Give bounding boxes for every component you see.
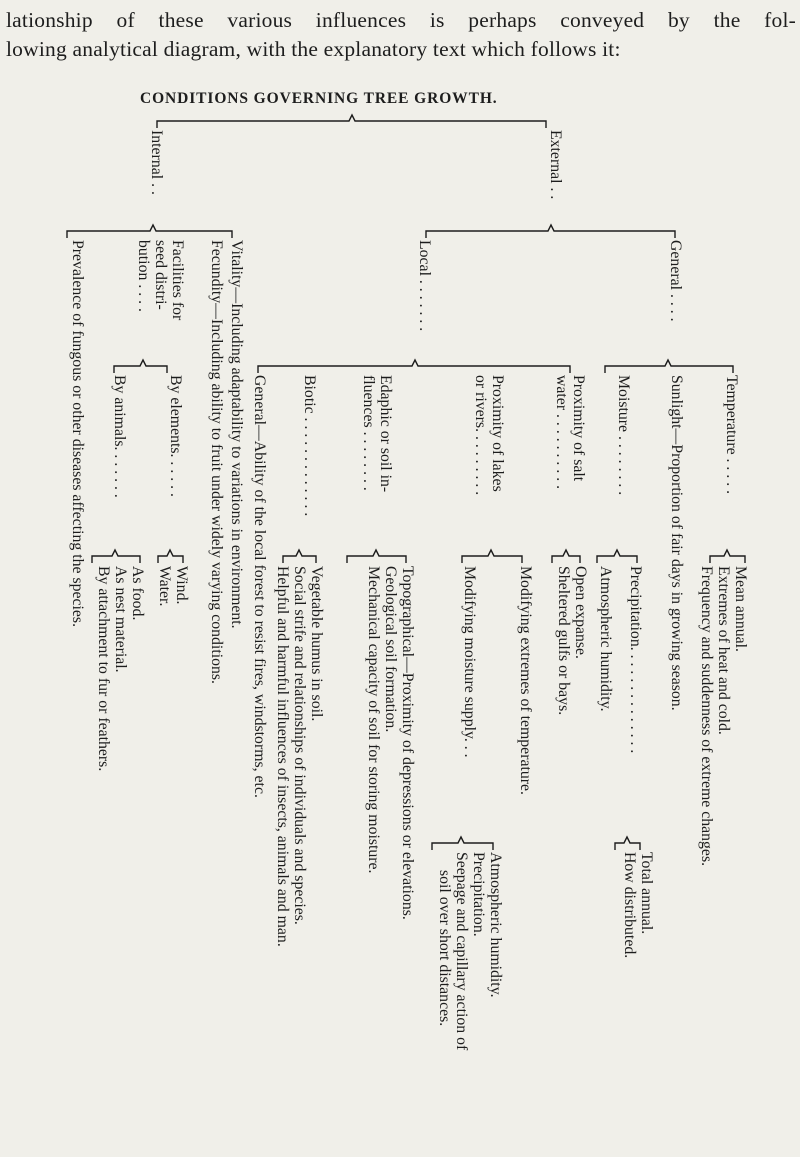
label-moisture: Moisture . . . . . . . . — [615, 375, 632, 496]
animals-items — [95, 566, 146, 771]
elements-item: Wind. — [173, 566, 190, 605]
label-seed-distribution — [135, 240, 186, 320]
edaphic-item: Topographical—Proximity of depressions or elevations. — [399, 566, 416, 920]
biotic-item: Social strife and relationships of individuals and species. — [291, 566, 308, 925]
label-external: External . . — [547, 130, 564, 200]
temperature-item: Extremes of heat and cold. — [715, 566, 732, 735]
animals-item: As nest material. — [112, 566, 129, 673]
prevalence-text: Prevalence of fungous or other diseases affecting the species. — [69, 240, 86, 628]
bracket-animals — [92, 550, 140, 563]
label-by-elements: By elements. . . . . . — [167, 375, 184, 497]
biotic-item: Helpful and harmful influences of insects, animals and man. — [274, 566, 291, 947]
label-precipitation: Precipitation. . . . . . . . . . . . . . — [627, 566, 644, 754]
intro-line-1: lationship of these various influences is perhaps conveyed by the fol- — [6, 8, 796, 32]
animals-item: By attachment to fur or feathers. — [95, 566, 112, 772]
label-biotic: Biotic . . . . . . . . . . . . . — [301, 375, 318, 517]
bracket-moisture — [597, 550, 637, 563]
vitality-text: Vitality—Including adaptability to variations in environment. — [228, 240, 245, 629]
label-salt-water — [553, 375, 587, 489]
salt-item: Sheltered gulfs or bays. — [555, 566, 572, 716]
label-lakes — [472, 375, 506, 495]
diagram-title: CONDITIONS GOVERNING TREE GROWTH. — [140, 90, 498, 107]
bracket-seed — [114, 360, 167, 373]
label-edaphic — [360, 375, 394, 492]
biotic-items — [274, 566, 325, 947]
seed-label-1: Facilities for — [169, 240, 186, 321]
lakes-label-2: or rivers. . . . . . . . . — [472, 375, 489, 496]
elements-item: Water. — [156, 566, 173, 607]
edaphic-label-2: fluences . . . . . . . . — [360, 375, 377, 491]
bracket-salt — [552, 550, 580, 563]
moisture-supply-item: Atmospheric humidity. — [487, 852, 504, 998]
moisture-supply-items — [436, 852, 504, 1050]
bracket-elements — [158, 550, 183, 563]
intro-line-2: lowing analytical diagram, with the explanatory text which follows it: — [6, 37, 621, 61]
label-moisture-supply: Modifying moisture supply. . . — [461, 566, 478, 758]
atmospheric-humidity-text: Atmospheric humidity. — [597, 566, 614, 712]
label-general: General . . . . — [667, 240, 684, 322]
bracket-temperature — [710, 550, 745, 563]
bracket-root — [157, 115, 546, 128]
edaphic-item: Geological soil formation. — [382, 566, 399, 733]
precipitation-item: How distributed. — [621, 852, 638, 959]
biotic-item: Vegetable humus in soil. — [308, 566, 325, 722]
lakes-label-1: Proximity of lakes — [489, 375, 506, 492]
edaphic-items — [365, 566, 416, 920]
seed-label-2: seed distri- — [152, 240, 169, 310]
bracket-lakes — [462, 550, 522, 563]
precipitation-items — [621, 852, 655, 958]
salt-label-2: water . . . . . . . . . . — [553, 375, 570, 490]
edaphic-item: Mechanical capacity of soil for storing moisture. — [365, 566, 382, 874]
salt-water-items — [555, 566, 589, 715]
temperature-item: Mean annual. — [732, 566, 749, 652]
bracket-edaphic — [347, 550, 406, 563]
bracket-general — [605, 360, 733, 373]
label-by-animals: By animals. . . . . . . — [111, 375, 128, 498]
salt-label-1: Proximity of salt — [570, 375, 587, 482]
edaphic-label-1: Edaphic or soil in- — [377, 375, 394, 493]
moisture-supply-item: soil over short distances. — [436, 870, 453, 1027]
precipitation-item: Total annual. — [638, 852, 655, 935]
bracket-internal — [67, 225, 232, 238]
temperature-item: Frequency and suddenness of extreme changes. — [698, 566, 715, 867]
elements-items — [156, 566, 190, 606]
bracket-external — [426, 225, 675, 238]
temperature-items — [698, 566, 749, 866]
modifying-extremes-text: Modifying extremes of temperature. — [517, 566, 534, 795]
label-internal: Internal . . — [148, 130, 165, 195]
bracket-biotic — [283, 550, 316, 563]
bracket-precipitation — [615, 837, 640, 850]
general-local-text: General—Ability of the local forest to resist fires, windstorms, etc. — [251, 375, 268, 798]
bracket-moisture-supply — [432, 837, 493, 850]
label-local: Local . . . . . . . — [416, 240, 433, 332]
sunlight-text: Sunlight—Proportion of fair days in growing season. — [668, 375, 685, 711]
moisture-supply-item: Seepage and capillary action of — [453, 852, 470, 1051]
moisture-supply-item: Precipitation. — [470, 852, 487, 937]
fecundity-text: Fecundity—Including ability to fruit under widely varying conditions. — [208, 240, 225, 684]
animals-item: As food. — [129, 566, 146, 621]
seed-label-3: bution . . . . — [135, 240, 152, 312]
bracket-local — [258, 360, 570, 373]
salt-item: Open expanse. — [572, 566, 589, 659]
label-temperature: Temperature . . . . . — [723, 375, 740, 495]
